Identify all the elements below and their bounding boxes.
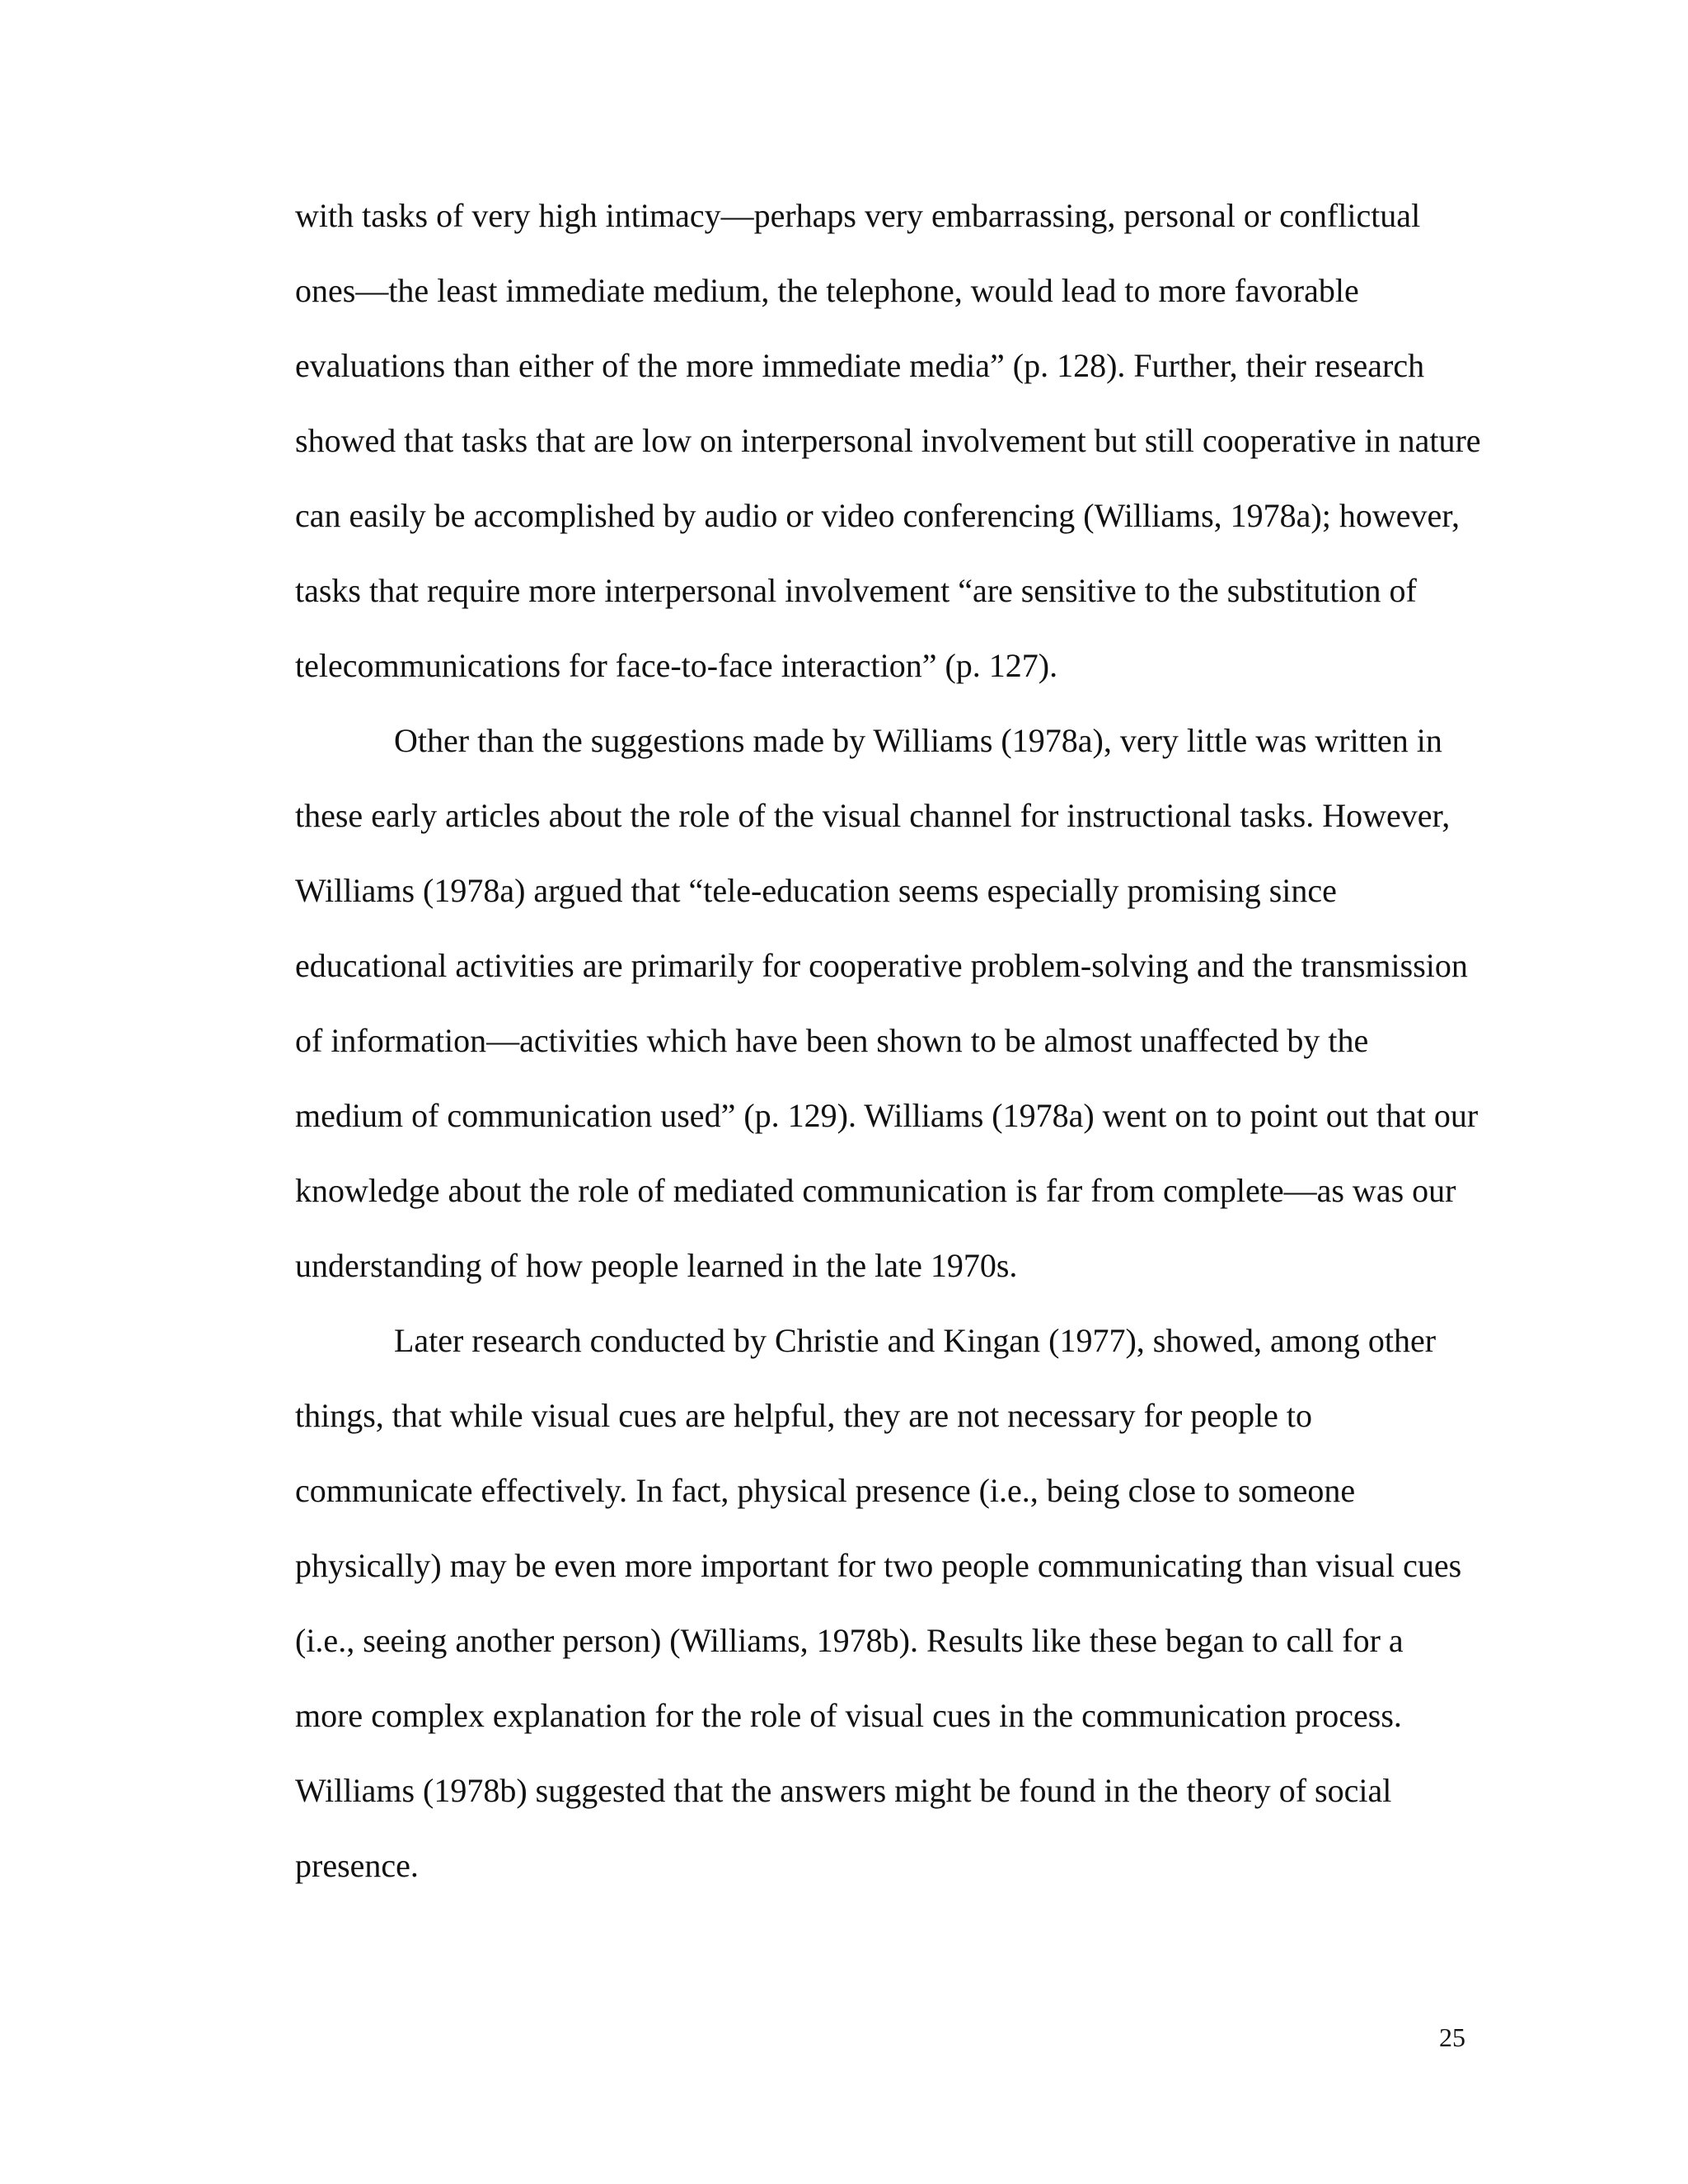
text-line: communicate effectively. In fact, physical presence (i.e., being close to someone (295, 1472, 1356, 1509)
text-line: tasks that require more interpersonal involvement “are sensitive to the substitution of (295, 572, 1417, 609)
text-line: evaluations than either of the more immediate media” (p. 128). Further, their research (295, 347, 1425, 384)
text-line: more complex explanation for the role of visual cues in the communication process. (295, 1697, 1402, 1734)
text-line: can easily be accomplished by audio or video conferencing (Williams, 1978a); however, (295, 497, 1460, 534)
text-line: these early articles about the role of the visual channel for instructional tasks. However, (295, 797, 1451, 834)
text-line: things, that while visual cues are helpful, they are not necessary for people to (295, 1397, 1313, 1434)
text-line: presence. (295, 1847, 419, 1884)
text-line: knowledge about the role of mediated communication is far from complete—as was our (295, 1172, 1456, 1209)
text-line: with tasks of very high intimacy—perhaps very embarrassing, personal or conflictual (295, 197, 1421, 234)
text-line: physically) may be even more important for two people communicating than visual cues (295, 1547, 1462, 1584)
text-line: showed that tasks that are low on interpersonal involvement but still cooperative in nature (295, 422, 1481, 459)
text-line: Williams (1978a) argued that “tele-education seems especially promising since (295, 872, 1337, 909)
text-line: telecommunications for face-to-face interaction” (p. 127). (295, 647, 1058, 684)
text-line: Williams (1978b) suggested that the answers might be found in the theory of social (295, 1772, 1392, 1809)
page-number: 25 (1439, 2022, 1465, 2052)
paragraph-first-line: Other than the suggestions made by Williams (1978a), very little was written in (394, 722, 1442, 759)
text-line: of information—activities which have been shown to be almost unaffected by the (295, 1022, 1369, 1059)
text-line: (i.e., seeing another person) (Williams, 1978b). Results like these began to call for a (295, 1622, 1404, 1659)
paragraph-first-line: Later research conducted by Christie and Kingan (1977), showed, among other (394, 1322, 1437, 1359)
text-line: medium of communication used” (p. 129). Williams (1978a) went on to point out that our (295, 1097, 1479, 1134)
text-line: educational activities are primarily for cooperative problem-solving and the transmission (295, 947, 1468, 984)
text-line: understanding of how people learned in the late 1970s. (295, 1247, 1018, 1284)
text-line: ones—the least immediate medium, the telephone, would lead to more favorable (295, 272, 1359, 309)
